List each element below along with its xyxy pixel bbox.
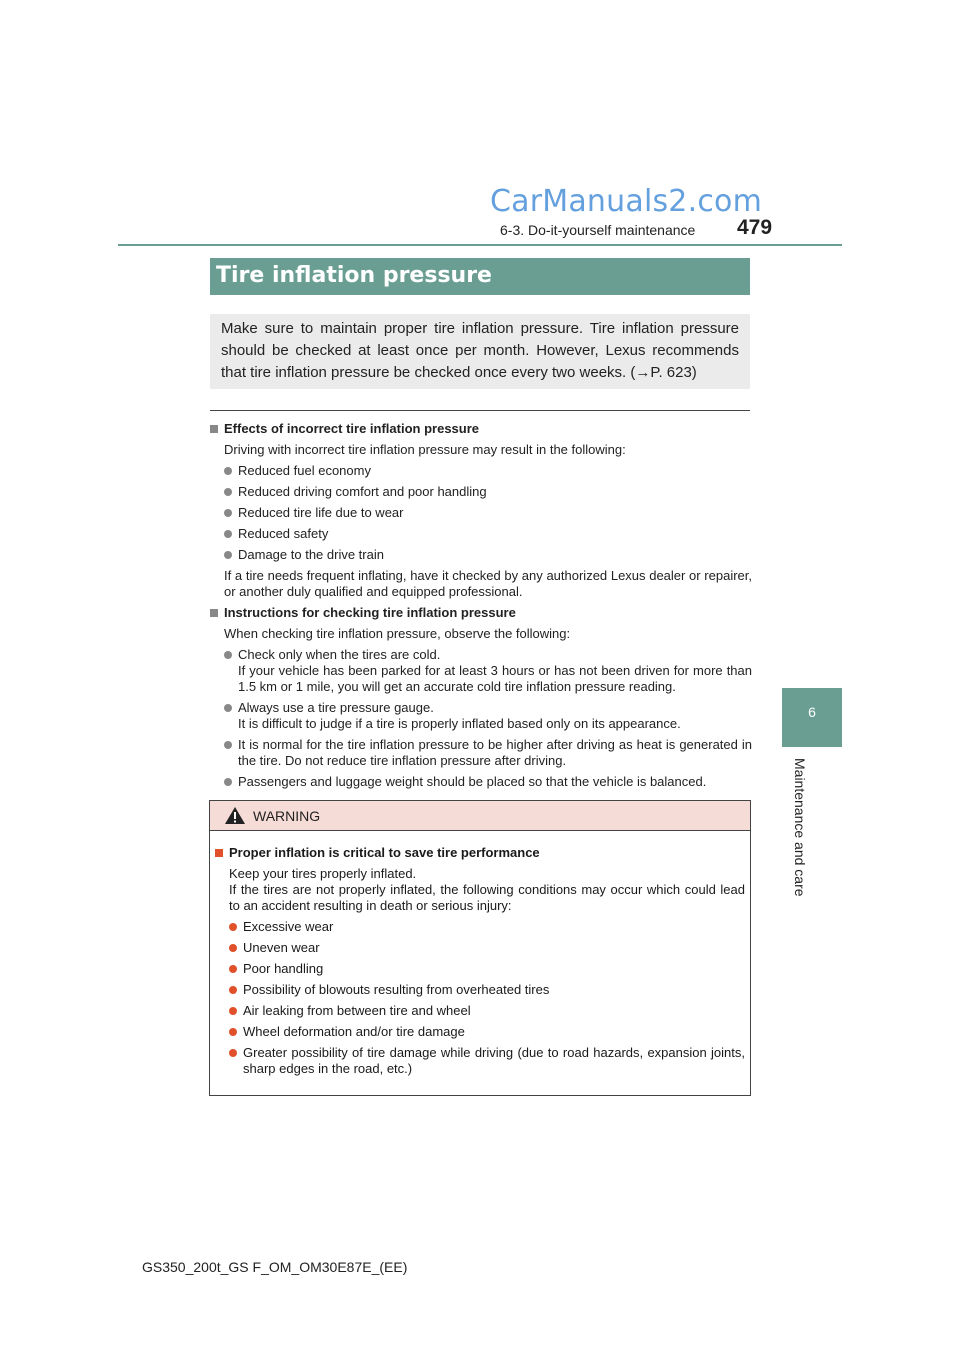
page-title: Tire inflation pressure	[216, 263, 492, 288]
page-number: 479	[737, 216, 773, 239]
bullet-dot-icon	[224, 704, 232, 712]
list-item: Check only when the tires are cold. If your vehicle has been parked for at least 3 hours or has not been driven for more than 1.5 km or 1 mile, you will get an accurate cold tire inflation pressure reading.	[210, 647, 752, 695]
list-item: Damage to the drive train	[210, 547, 752, 563]
section-path: 6-3. Do-it-yourself maintenance	[500, 222, 696, 238]
list-item: Poor handling	[215, 961, 745, 977]
bullet-dot-icon	[224, 551, 232, 559]
bullet-dot-icon	[224, 467, 232, 475]
list-item: Reduced driving comfort and poor handling	[210, 484, 752, 500]
effects-lead: Driving with incorrect tire inflation pressure may result in the following:	[224, 442, 626, 457]
chapter-tab[interactable]: 6	[782, 688, 842, 747]
instructions-section	[210, 605, 752, 790]
list-item: Greater possibility of tire damage while driving (due to road hazards, expansion joints, sharp edges in the road, etc.)	[215, 1045, 745, 1077]
bullet-dot-icon	[224, 778, 232, 786]
list-item: Air leaking from between tire and wheel	[215, 1003, 745, 1019]
list-item: It is normal for the tire inflation pressure to be higher after driving as heat is generated in the tire. Do not reduce tire inflation pressure after driving.	[210, 737, 752, 769]
square-bullet-icon	[210, 609, 218, 617]
warning-lead: Keep your tires properly inflated. If the tires are not properly inflated, the following conditions may occur which could lead to an accident resulting in death or serious injury:	[229, 866, 745, 913]
bullet-dot-icon	[224, 509, 232, 517]
chapter-title-vertical: Maintenance and care	[792, 758, 808, 897]
bullet-dot-icon	[224, 488, 232, 496]
list-item: Always use a tire pressure gauge. It is difficult to judge if a tire is properly inflated based only on its appearance.	[210, 700, 752, 732]
bullet-dot-icon	[229, 1007, 237, 1015]
bullet-dot-icon	[229, 944, 237, 952]
title-bar	[210, 258, 750, 295]
warning-heading: Proper inflation is critical to save tire performance	[215, 845, 745, 861]
square-bullet-icon	[215, 849, 223, 857]
footer-document-code: GS350_200t_GS F_OM_OM30E87E_(EE)	[142, 1259, 408, 1275]
list-item: Reduced tire life due to wear	[210, 505, 752, 521]
list-item: Possibility of blowouts resulting from overheated tires	[215, 982, 745, 998]
bullet-dot-icon	[224, 651, 232, 659]
intro-box	[210, 314, 750, 389]
header-rule	[118, 244, 842, 246]
watermark-logo: CarManuals2.com	[490, 184, 763, 219]
intro-text: Make sure to maintain proper tire inflation pressure. Tire inflation pressure should be checked at least once per month. However, Lexus recommends that tire inflation pressure be checked once every two weeks. (→P. 623)	[221, 320, 739, 381]
warning-content	[215, 845, 745, 1077]
warning-triangle-icon	[224, 806, 246, 825]
effects-heading: Effects of incorrect tire inflation pressure	[210, 421, 752, 437]
bullet-dot-icon	[229, 923, 237, 931]
square-bullet-icon	[210, 425, 218, 433]
instructions-lead: When checking tire inflation pressure, observe the following:	[224, 626, 571, 641]
effects-section	[210, 421, 752, 600]
list-item: Passengers and luggage weight should be placed so that the vehicle is balanced.	[210, 774, 752, 790]
warning-label: WARNING	[253, 808, 321, 824]
bullet-dot-icon	[224, 530, 232, 538]
bullet-dot-icon	[224, 741, 232, 749]
bullet-dot-icon	[229, 986, 237, 994]
list-item: Wheel deformation and/or tire damage	[215, 1024, 745, 1040]
warning-box	[209, 800, 751, 1096]
list-item: Reduced safety	[210, 526, 752, 542]
warning-header	[210, 801, 750, 831]
instructions-heading: Instructions for checking tire inflation pressure	[210, 605, 752, 621]
list-item: Reduced fuel economy	[210, 463, 752, 479]
divider	[210, 410, 750, 411]
list-item: Excessive wear	[215, 919, 745, 935]
list-item: Uneven wear	[215, 940, 745, 956]
effects-note: If a tire needs frequent inflating, have it checked by any authorized Lexus dealer or repairer, or another duly qualified and equipped professional.	[224, 568, 752, 599]
bullet-dot-icon	[229, 1028, 237, 1036]
bullet-dot-icon	[229, 965, 237, 973]
bullet-dot-icon	[229, 1049, 237, 1057]
